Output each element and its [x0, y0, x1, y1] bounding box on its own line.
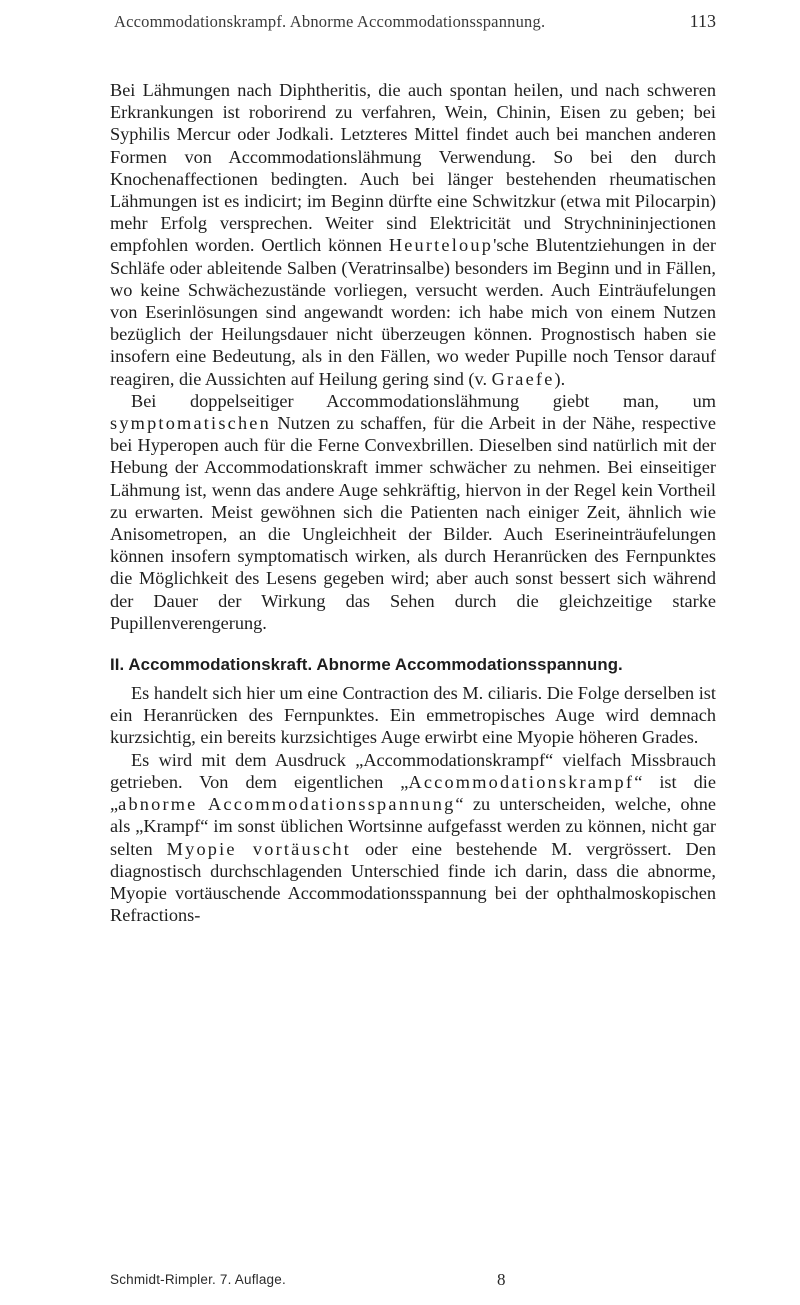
text-run: Es wird mit dem Ausdruck „Accommodationskrampf“ vielfach Missbrauch getrieben. Von dem eigentlichen „ [110, 749, 716, 792]
text-run: “ zu unterscheiden, welche, ohne als „Krampf“ im sonst üblichen Wortsinne aufgefasst werden zu können, nicht gar selten [110, 794, 716, 859]
text-run: ). [554, 368, 566, 389]
paragraph-symptomatic [110, 390, 716, 634]
section-heading: II. Accommodationskraft. Abnorme Accommodationsspannung. [110, 655, 623, 675]
page-body [110, 79, 716, 926]
paragraph-therapy [110, 79, 716, 390]
text-run: 'sche Blutentziehungen in der Schläfe oder ableitende Salben (Veratrinsalbe) besonders im Beginn und in Fällen, wo keine Schwächezustände vorliegen, versucht werden. Auch Einträufelungen von Eserinlösungen sind angewandt worden: ich habe mich von einem Nutzen bezüglich der Heilungsdauer nicht überzeugen können. Prognostisch haben sie insofern eine Bedeutung, als in den Fällen, wo weder Pupille noch Tensor darauf reagiren, die Aussichten auf Heilung gering sind (v. [110, 235, 716, 389]
text-run: Nutzen zu schaffen, für die Arbeit in der Nähe, respective bei Hyperopen auch für die Ferne Convexbrillen. Dieselben sind natürlich mit der Hebung der Accommodationskraft immer schwächer zu nehmen. Bei einseitiger Lähmung ist, wenn das andere Auge sehkräftig, hiervon in der Regel kein Vortheil zu erwarten. Meist gewöhnen sich die Patienten nach einiger Zeit, ähnlich wie Anisometropen, an die Ungleichheit der Bilder. Auch Eserineinträufelungen können insofern symptomatisch wirken, als durch Heranrücken des Fernpunktes die Möglichkeit des Lesens gegeben wird; aber auch sonst bessert sich während der Dauer der Wirkung das Sehen durch die gleichzeitige starke Pupillenverengerung. [110, 413, 716, 633]
paragraph-terminology [110, 749, 716, 927]
term-abnormal-tension: abnorme Accommodationsspannung [118, 794, 456, 815]
text-run: “ ist die „ [110, 771, 716, 815]
running-title: Accommodationskrampf. Abnorme Accommodationsspannung. [114, 12, 546, 31]
paragraph-contraction: Es handelt sich hier um eine Contraction des M. ciliaris. Die Folge derselben ist ein Heranrücken des Fernpunktes. Ein emmetropisches Auge wird demnach kurzsichtig, ein bereits kurzsichtiges Auge erwirbt eine Myopie höheren Grades. [110, 683, 716, 748]
text-run: oder eine bestehende M. vergrössert. Den diagnostisch durchschlagenden Unterschied finde ich darin, dass die abnorme, Myopie vortäuschende Accommodationsspannung bei der ophthalmoskopischen Refractions- [110, 838, 717, 926]
text-run: Bei Lähmungen nach Diphtheritis, die auch spontan heilen, und nach schweren Erkrankungen ist roborirend zu verfahren, Wein, Chinin, Eisen zu geben; bei Syphilis Mercur oder Jodkali. Letzteres Mittel findet auch bei manchen anderen Formen von Accommodationslähmung Verwendung. So bei den durch Knochenaffectionen bedingten. Auch bei länger bestehenden rheumatischen Lähmungen ist es indicirt; im Beginn dürfte eine Schwitzkur (etwa mit Pilocarpin) mehr Erfolg versprechen. Weiter sind Elektricität und Strychnininjectionen empfohlen worden. Oertlich können [110, 80, 716, 256]
name-heurteloup: Heurteloup [388, 235, 494, 256]
page-number: 113 [689, 11, 716, 31]
text-run: Bei doppelseitiger Accommodationslähmung giebt man, um [131, 390, 716, 411]
name-graefe: Graefe [491, 368, 555, 389]
printer-signature: Schmidt-Rimpler. 7. Auflage. [110, 1272, 286, 1287]
term-accommodation-spasm: Accommodationskrampf [408, 771, 635, 792]
term-symptomatic: symptomatischen [110, 413, 271, 434]
term-simulated-myopia: Myopie vortäuscht [166, 838, 352, 859]
page-footer [110, 1272, 716, 1294]
page-header [110, 12, 716, 36]
sheet-mark: 8 [497, 1270, 506, 1289]
